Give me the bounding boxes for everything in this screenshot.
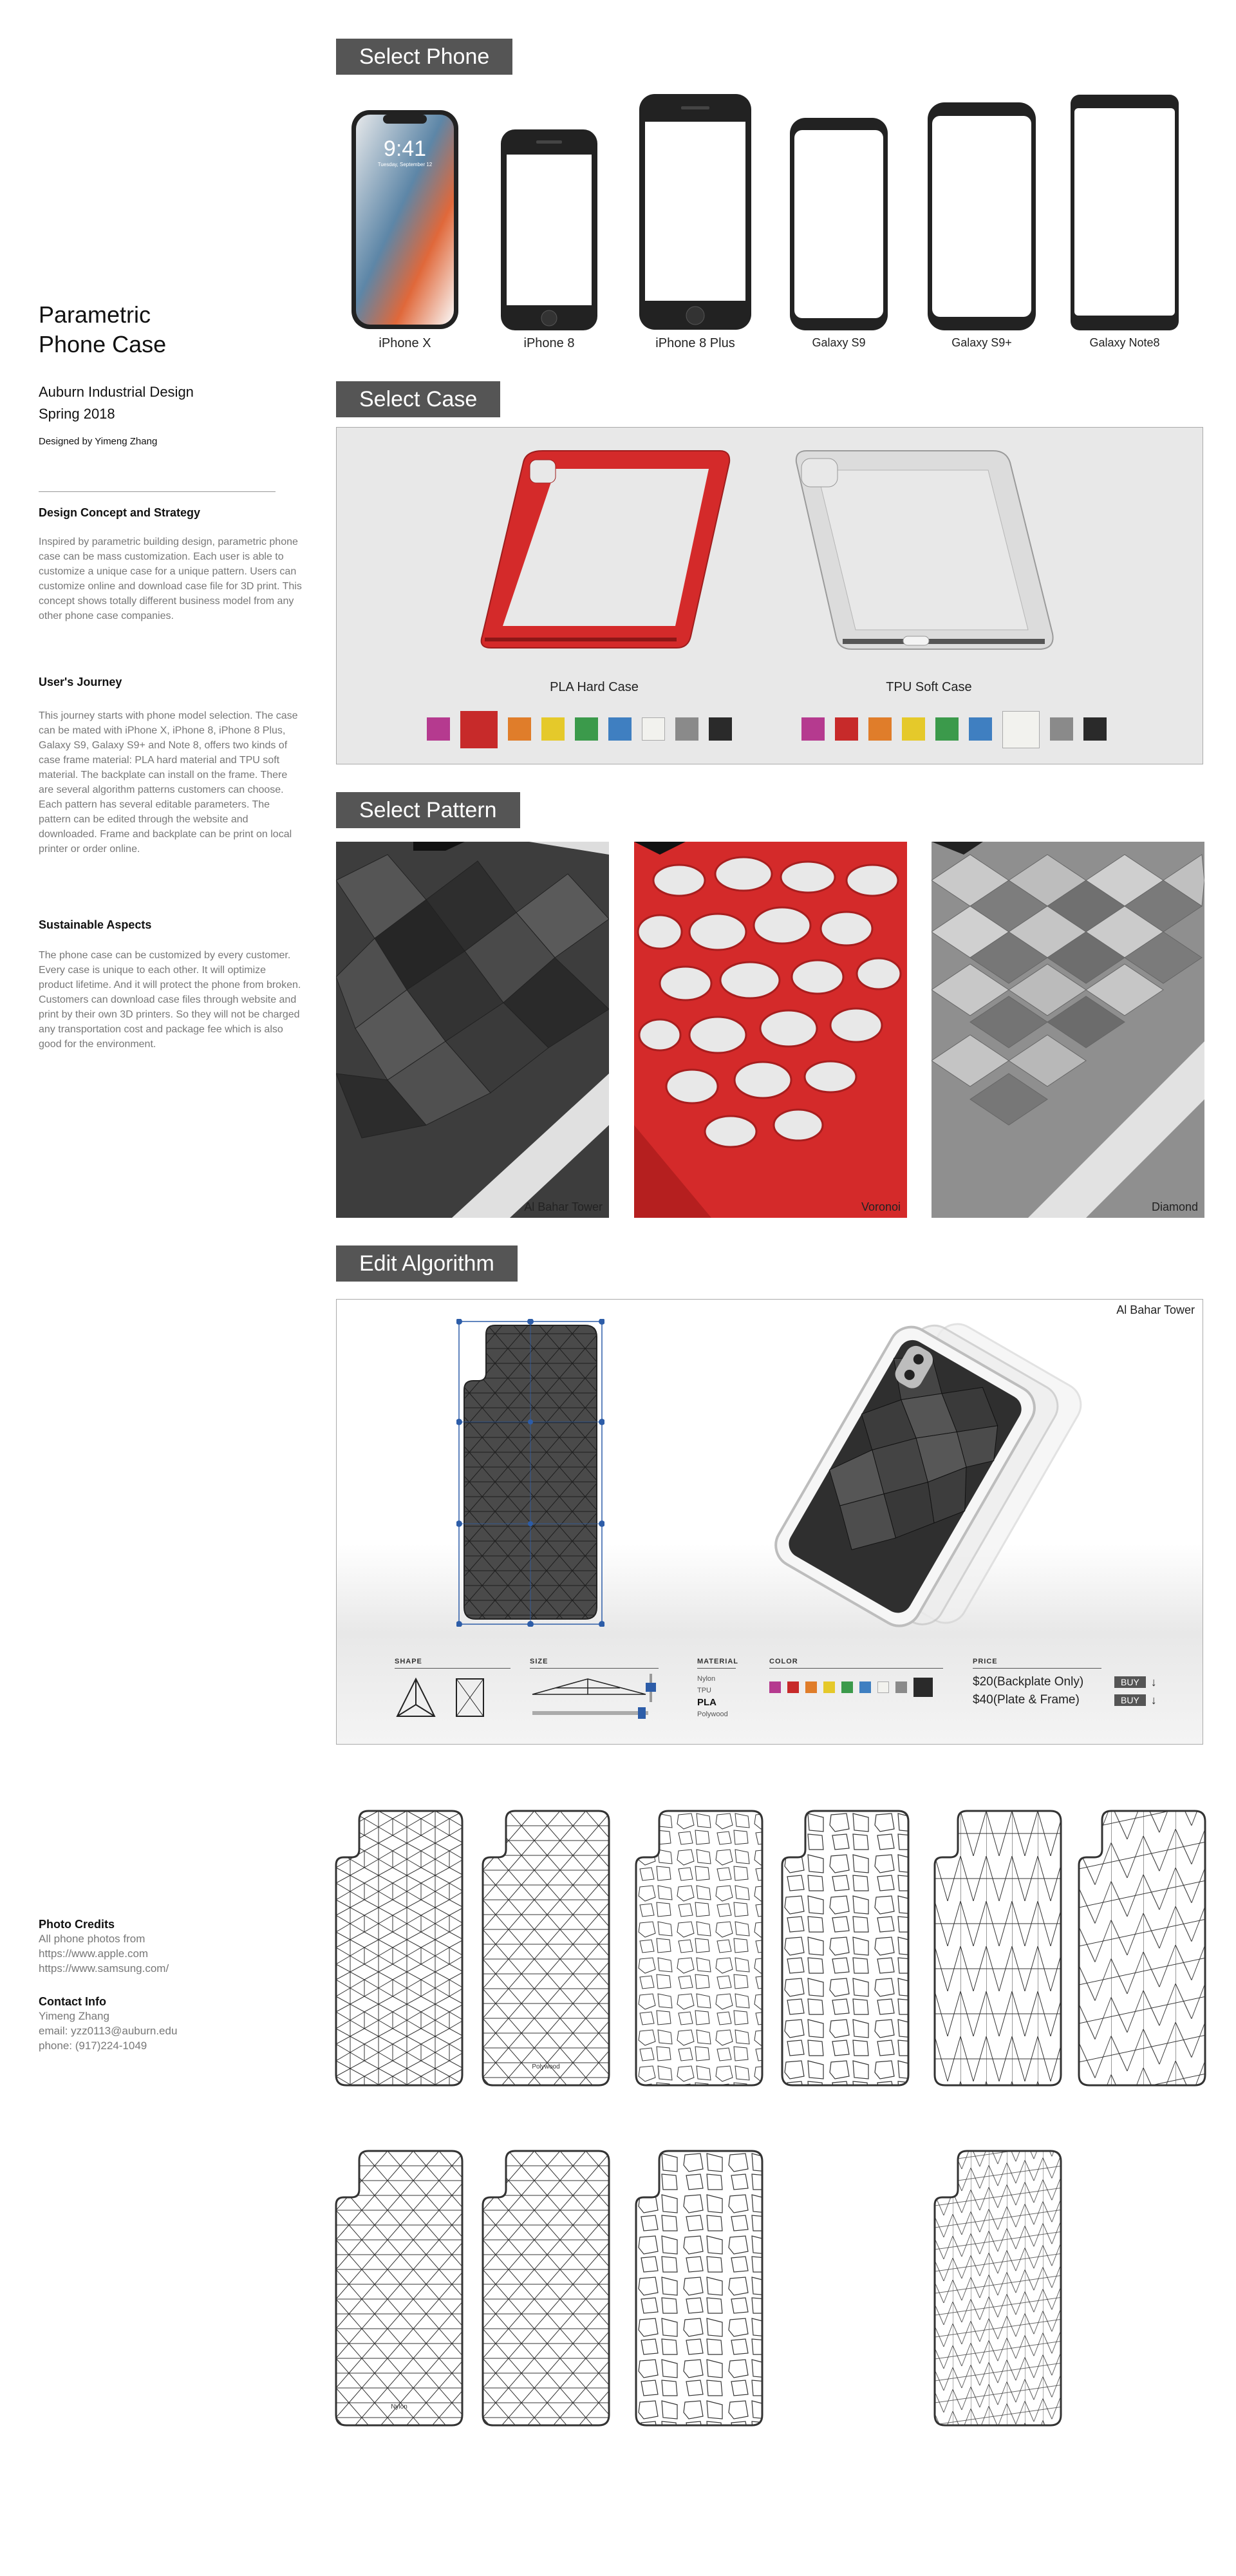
tool-heading: MATERIAL (697, 1658, 739, 1665)
drawing-label: Polywood (532, 2063, 560, 2070)
designer-credit: Designed by Yimeng Zhang (39, 436, 158, 447)
edit-algorithm-label: Edit Algorithm (336, 1245, 518, 1282)
tool-heading: SHAPE (395, 1658, 422, 1665)
editor-pattern-name: Al Bahar Tower (1116, 1303, 1195, 1316)
drawing-triangle-lattice[interactable] (483, 1811, 609, 2085)
phone-name: iPhone 8 (523, 336, 575, 350)
download-icon[interactable]: ↓ (1150, 1693, 1157, 1707)
case-name: PLA Hard Case (550, 680, 639, 694)
price-text: $20(Backplate Only) (973, 1675, 1084, 1689)
buy-button[interactable]: BUY (1114, 1676, 1146, 1688)
select-case-label: Select Case (336, 381, 500, 417)
school-info: Auburn Industrial Design Spring 2018 (39, 384, 194, 422)
select-pattern-label: Select Pattern (336, 792, 520, 828)
drawing-voronoi-fine[interactable] (636, 1811, 762, 2085)
buy-button[interactable]: BUY (1114, 1694, 1146, 1706)
phone-name: Galaxy Note8 (1089, 336, 1160, 349)
price-text: $40(Plate & Frame) (973, 1693, 1080, 1707)
drawing-warped-grid[interactable] (1079, 1811, 1205, 2085)
contact-info: Contact Info Yimeng Zhang email: yzz0113@auburn.edu phone: (917)224-1049 (39, 1995, 178, 2052)
pattern-name: Diamond (1151, 1200, 1198, 1213)
drawing-triangle-dense[interactable] (336, 2151, 462, 2425)
material-option-selected[interactable]: PLA (697, 1697, 716, 1708)
case-name: TPU Soft Case (886, 680, 972, 694)
drawing-triangle-dense-2[interactable] (483, 2151, 609, 2425)
drawing-fine-warp[interactable] (935, 2151, 1061, 2425)
journey-body: This journey starts with phone model selection. The case can be mated with iPhone X, iPhone 8, iPhone 8 Plus, Galaxy S9, Galaxy S9+ and Note 8, offers two kinds of case frame material: PLA hard material and TPU soft material. The backplate can install on the frame. There are several algorithm patterns customers can choose. Each pattern has several editable parameters. The pattern can be edited through the website and downloaded. Frame and backplate can be print on local printer or order online. (39, 710, 298, 855)
material-option[interactable]: Polywood (697, 1710, 728, 1718)
pattern-name: Al Bahar Tower (524, 1200, 603, 1213)
concept-heading: Design Concept and Strategy (39, 506, 201, 519)
tool-heading: PRICE (973, 1658, 998, 1665)
photo-credits: Photo Credits All phone photos from https://www.apple.com https://www.samsung.com/ (39, 1918, 169, 1975)
concept-body: Inspired by parametric building design, parametric phone case can be mass customization. Each user is able to customize a unique case for a unique pattern. Users can customize online and download case file for 3D print. This concept shows totally different business model from any other phone case companies. (39, 536, 302, 621)
tool-heading: SIZE (530, 1658, 548, 1665)
lock-date: Tuesday, September 12 (377, 162, 433, 167)
sustainable-heading: Sustainable Aspects (39, 918, 152, 931)
project-title: Parametric Phone Case (39, 301, 167, 357)
sustainable-body: The phone case can be customized by every customer. Every case is unique to each other. It will optimize product lifetime. And it will protect the phone from broken. Customers can download case files through website and print by their own 3D printers. So they will not be charged any transportation cost and package fee which is also good for the environment. (39, 950, 301, 1050)
material-option[interactable]: Nylon (697, 1675, 716, 1683)
select-phone-label: Select Phone (336, 39, 512, 75)
download-icon[interactable]: ↓ (1150, 1675, 1157, 1689)
drawing-label: Nylon (391, 2403, 407, 2410)
drawing-star-lattice[interactable] (336, 1811, 462, 2085)
phone-name: Galaxy S9+ (951, 336, 1012, 349)
journey-heading: User's Journey (39, 676, 122, 688)
phone-name: iPhone 8 Plus (655, 336, 735, 350)
phone-name: iPhone X (379, 336, 431, 350)
drawing-zigzag[interactable] (935, 1811, 1061, 2085)
lock-time: 9:41 (383, 137, 427, 161)
material-option[interactable]: TPU (697, 1687, 711, 1694)
pattern-name: Voronoi (861, 1200, 901, 1213)
drawing-voronoi-cells[interactable] (636, 2151, 762, 2425)
phone-name: Galaxy S9 (812, 336, 866, 349)
tool-heading: COLOR (769, 1658, 798, 1665)
drawing-voronoi-coarse[interactable] (782, 1811, 908, 2085)
